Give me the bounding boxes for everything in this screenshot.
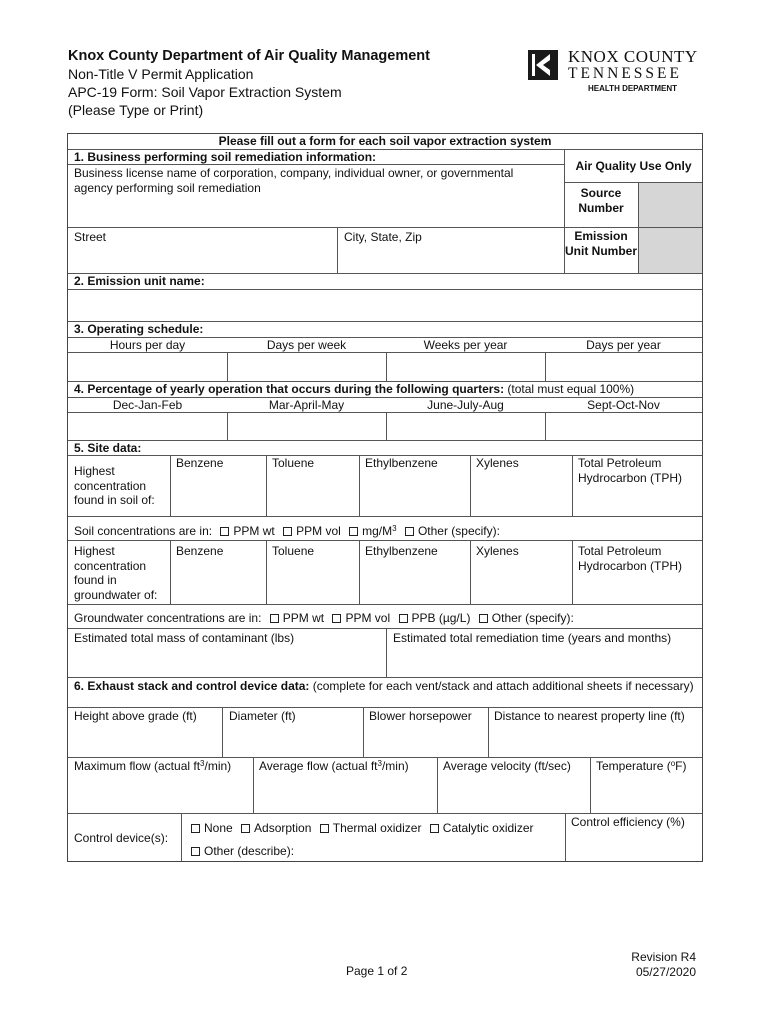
source-number-field	[639, 183, 702, 227]
days-per-year-field[interactable]	[545, 353, 702, 381]
section-6-heading-note: (complete for each vent/stack and attach additional sheets if necessary)	[309, 679, 694, 693]
avg-flow-sup: 3	[377, 759, 382, 768]
remediation-time-field[interactable]	[393, 631, 701, 675]
diameter-field[interactable]	[229, 709, 361, 755]
control-adsorption-label: Adsorption	[254, 821, 312, 835]
q4-label: Sept-Oct-Nov	[587, 398, 660, 412]
form-instruction: (Please Type or Print)	[68, 102, 204, 118]
control-other-checkbox[interactable]	[191, 847, 200, 856]
section-6-heading	[74, 679, 698, 693]
days-per-week-label: Days per week	[266, 338, 347, 352]
ground-other-label: Other (specify):	[491, 611, 574, 625]
street-label: Street	[74, 230, 107, 244]
air-quality-use-only: Air Quality Use Only	[575, 159, 692, 173]
q1-label: Dec-Jan-Feb	[112, 398, 183, 412]
control-thermal-oxidizer-label: Thermal oxidizer	[332, 821, 422, 835]
revision-info	[631, 950, 696, 979]
control-efficiency-field[interactable]	[571, 815, 701, 859]
ground-tph-label: Total Petroleum Hydrocarbon (TPH)	[578, 544, 683, 573]
weeks-per-year-field[interactable]	[386, 353, 545, 381]
temperature-field[interactable]	[596, 759, 700, 811]
avg-flow-field[interactable]	[259, 759, 437, 811]
ground-benzene-label: Benzene	[176, 544, 224, 558]
temperature-sup: o	[670, 759, 676, 768]
ground-ppm-vol-checkbox[interactable]	[332, 614, 341, 623]
page-number: Page 1 of 2	[346, 964, 408, 978]
city-state-zip-field[interactable]	[344, 230, 558, 270]
ground-tph-field[interactable]	[578, 544, 698, 602]
weeks-per-year-label: Weeks per year	[423, 338, 508, 352]
q3-field[interactable]	[386, 413, 545, 440]
soil-mg-m3-checkbox[interactable]	[349, 527, 358, 536]
avg-flow-unit: /min)	[381, 759, 409, 773]
groundwater-concentration-label: Highest concentration found in groundwater of:	[74, 544, 158, 602]
soil-tph-field[interactable]	[578, 456, 698, 514]
ground-ppb-label: PPB (µg/L)	[411, 611, 471, 625]
total-mass-field[interactable]	[74, 631, 384, 675]
blower-horsepower-label: Blower horsepower	[369, 709, 472, 723]
revision-label: Revision R4	[631, 950, 696, 964]
days-per-year-label: Days per year	[586, 338, 661, 352]
hours-per-day-field[interactable]	[68, 353, 227, 381]
soil-toluene-label: Toluene	[272, 456, 315, 470]
avg-velocity-label: Average velocity (ft/sec)	[443, 759, 571, 773]
svs-form	[67, 133, 703, 862]
section-4-heading-bold: 4. Percentage of yearly operation that occurs during the following quarters:	[74, 382, 505, 396]
section-4-heading	[74, 382, 700, 397]
soil-xylenes-field[interactable]	[476, 456, 568, 514]
ground-ethylbenzene-field[interactable]	[365, 544, 469, 602]
control-catalytic-oxidizer-checkbox[interactable]	[430, 824, 439, 833]
emission-unit-number-field	[639, 228, 702, 273]
avg-flow-label: Average flow (actual ft	[259, 759, 378, 773]
logo-line-1: KNOX COUNTY	[568, 47, 698, 66]
control-catalytic-oxidizer-label: Catalytic oxidizer	[442, 821, 534, 835]
remediation-time-label: Estimated total remediation time (years and months)	[393, 631, 672, 645]
agency-title: Knox County Department of Air Quality Management	[68, 48, 430, 64]
ground-ppm-wt-checkbox[interactable]	[270, 614, 279, 623]
ground-ppb-checkbox[interactable]	[399, 614, 408, 623]
soil-mg-m3-sup: 3	[392, 524, 397, 533]
q2-field[interactable]	[227, 413, 386, 440]
logo-line-3: HEALTH DEPARTMENT	[588, 84, 678, 93]
control-thermal-oxidizer-checkbox[interactable]	[320, 824, 329, 833]
logo-line-2: TENNESSEE	[568, 65, 682, 82]
ground-other-checkbox[interactable]	[479, 614, 488, 623]
q2-label: Mar-April-May	[268, 398, 345, 412]
soil-ppm-wt-label: PPM wt	[233, 524, 275, 538]
emission-unit-number-label: Emission Unit Number	[565, 229, 637, 258]
soil-benzene-label: Benzene	[176, 456, 224, 470]
property-line-distance-label: Distance to nearest property line (ft)	[494, 709, 685, 723]
diameter-label: Diameter (ft)	[229, 709, 296, 723]
section-5-heading: 5. Site data:	[74, 441, 142, 455]
hours-per-day-label: Hours per day	[109, 338, 186, 352]
temperature-label: Temperature (	[596, 759, 671, 773]
soil-mg-m3-label: mg/M	[362, 524, 393, 538]
max-flow-label: Maximum flow (actual ft	[74, 759, 201, 773]
soil-units-label: Soil concentrations are in:	[74, 524, 213, 538]
height-above-grade-field[interactable]	[74, 709, 222, 755]
soil-toluene-field[interactable]	[272, 456, 358, 514]
knox-county-logo	[528, 48, 700, 100]
form-banner: Please fill out a form for each soil vapor extraction system	[218, 134, 552, 148]
control-none-label: None	[204, 821, 233, 835]
control-other-row	[186, 844, 556, 859]
soil-xylenes-label: Xylenes	[476, 456, 519, 470]
soil-concentration-label: Highest concentration found in soil of:	[74, 464, 155, 507]
soil-other-checkbox[interactable]	[405, 527, 414, 536]
section-1-heading: 1. Business performing soil remediation information:	[74, 150, 377, 164]
section-6-heading-bold: 6. Exhaust stack and control device data:	[74, 679, 310, 693]
logo-mark-icon	[528, 50, 558, 80]
section-3-heading: 3. Operating schedule:	[74, 322, 204, 336]
total-mass-label: Estimated total mass of contaminant (lbs)	[74, 631, 295, 645]
section-4-heading-note: (total must equal 100%)	[504, 382, 635, 396]
q1-field[interactable]	[68, 413, 227, 440]
days-per-week-field[interactable]	[227, 353, 386, 381]
ground-xylenes-field[interactable]	[476, 544, 568, 602]
soil-ppm-vol-label: PPM vol	[296, 524, 341, 538]
max-flow-unit: /min)	[204, 759, 232, 773]
soil-ppm-vol-checkbox[interactable]	[283, 527, 292, 536]
soil-other-label: Other (specify):	[417, 524, 500, 538]
city-state-zip-label: City, State, Zip	[344, 230, 422, 244]
business-name-field[interactable]	[74, 166, 552, 222]
ground-benzene-field[interactable]	[176, 544, 266, 602]
ground-ppm-wt-label: PPM wt	[282, 611, 325, 625]
soil-benzene-field[interactable]	[176, 456, 266, 514]
height-above-grade-label: Height above grade (ft)	[74, 709, 197, 723]
emission-unit-name-field[interactable]	[68, 290, 702, 321]
ground-toluene-field[interactable]	[272, 544, 358, 602]
control-device-label: Control device(s):	[74, 831, 169, 845]
blower-horsepower-field[interactable]	[369, 709, 485, 755]
ground-units-row	[74, 611, 700, 626]
soil-ethylbenzene-field[interactable]	[365, 456, 469, 514]
control-device-options	[186, 821, 566, 836]
ground-units-label: Groundwater concentrations are in:	[74, 611, 262, 625]
max-flow-sup: 3	[200, 759, 205, 768]
control-other-label: Other (describe):	[204, 844, 295, 858]
revision-date: 05/27/2020	[635, 964, 696, 979]
temperature-unit: F)	[675, 759, 687, 773]
property-line-distance-field[interactable]	[494, 709, 700, 755]
section-2-heading: 2. Emission unit name:	[74, 274, 205, 288]
soil-units-row	[74, 524, 700, 539]
form-name: APC-19 Form: Soil Vapor Extraction System	[68, 84, 342, 100]
control-none-checkbox[interactable]	[191, 824, 200, 833]
soil-tph-label: Total Petroleum Hydrocarbon (TPH)	[578, 456, 683, 485]
avg-velocity-field[interactable]	[443, 759, 589, 811]
control-efficiency-label: Control efficiency (%)	[571, 815, 685, 829]
source-number-label: Source Number	[578, 186, 624, 215]
street-field[interactable]	[74, 230, 334, 270]
max-flow-field[interactable]	[74, 759, 252, 811]
ground-toluene-label: Toluene	[272, 544, 315, 558]
q3-label: June-July-Aug	[427, 398, 504, 412]
ground-ppm-vol-label: PPM vol	[345, 611, 391, 625]
ground-ethylbenzene-label: Ethylbenzene	[365, 544, 438, 558]
soil-ethylbenzene-label: Ethylbenzene	[365, 456, 438, 470]
ground-xylenes-label: Xylenes	[476, 544, 519, 558]
soil-ppm-wt-checkbox[interactable]	[220, 527, 229, 536]
permit-type: Non-Title V Permit Application	[68, 66, 254, 82]
business-name-label: Business license name of corporation, company, individual owner, or governmental agency performing soil remediation	[74, 166, 514, 195]
q4-field[interactable]	[545, 413, 702, 440]
control-adsorption-checkbox[interactable]	[241, 824, 250, 833]
